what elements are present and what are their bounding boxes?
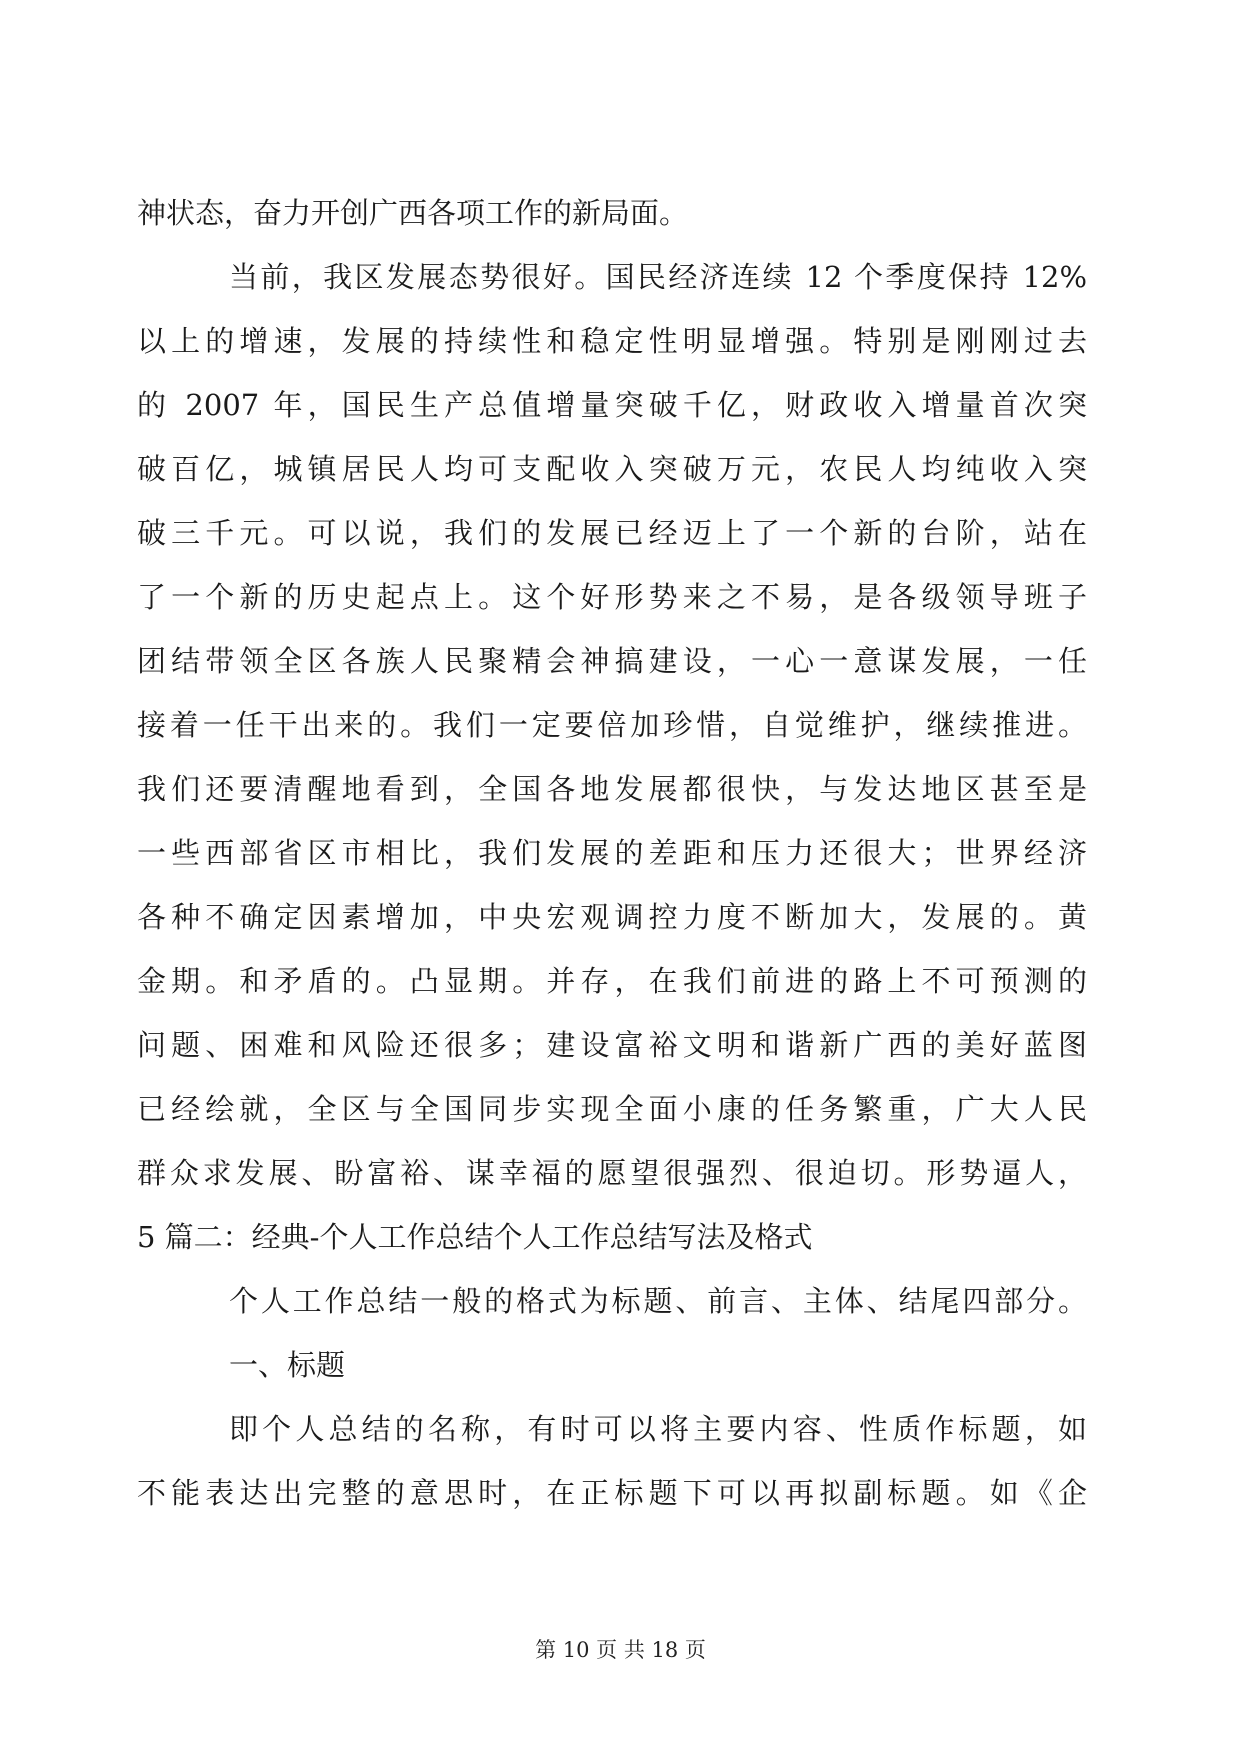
- page-number-footer: 第 10 页 共 18 页: [535, 1638, 706, 1662]
- body-text-line: 问题、困难和风险还很多；建设富裕文明和谐新广西的美好蓝图: [137, 1028, 1087, 1062]
- body-text-line: 已经绘就，全区与全国同步实现全面小康的任务繁重，广大人民: [137, 1092, 1087, 1126]
- body-text-line: 接着一任干出来的。我们一定要倍加珍惜，自觉维护，继续推进。: [137, 708, 1087, 742]
- paragraph-first-line: 即个人总结的名称，有时可以将主要内容、性质作标题，如: [229, 1412, 1087, 1446]
- body-text-line: 以上的增速，发展的持续性和稳定性明显增强。特别是刚刚过去: [137, 324, 1087, 358]
- body-text-line: 破百亿，城镇居民人均可支配收入突破万元，农民人均纯收入突: [137, 452, 1087, 486]
- body-text-line: 各种不确定因素增加，中央宏观调控力度不断加大，发展的。黄: [137, 900, 1087, 934]
- section-heading: 5 篇二：经典-个人工作总结个人工作总结写法及格式: [137, 1220, 813, 1254]
- body-text-line: 神状态，奋力开创广西各项工作的新局面。: [137, 196, 689, 230]
- body-text-line: 不能表达出完整的意思时，在正标题下可以再拟副标题。如《企: [137, 1476, 1087, 1510]
- body-text-line: 的 2007 年，国民生产总值增量突破千亿，财政收入增量首次突: [137, 388, 1087, 422]
- body-text-line: 破三千元。可以说，我们的发展已经迈上了一个新的台阶，站在: [137, 516, 1087, 550]
- paragraph-first-line: 个人工作总结一般的格式为标题、前言、主体、结尾四部分。: [229, 1284, 1087, 1318]
- body-text-line: 了一个新的历史起点上。这个好形势来之不易，是各级领导班子: [137, 580, 1087, 614]
- body-text-line: 金期。和矛盾的。凸显期。并存，在我们前进的路上不可预测的: [137, 964, 1087, 998]
- body-text-line: 我们还要清醒地看到，全国各地发展都很快，与发达地区甚至是: [137, 772, 1087, 806]
- body-text-line: 群众求发展、盼富裕、谋幸福的愿望很强烈、很迫切。形势逼人，: [137, 1156, 1087, 1190]
- body-text-line: 一些西部省区市相比，我们发展的差距和压力还很大；世界经济: [137, 836, 1087, 870]
- subsection-heading: 一、标题: [229, 1348, 346, 1382]
- body-text-line: 团结带领全区各族人民聚精会神搞建设，一心一意谋发展，一任: [137, 644, 1087, 678]
- paragraph-first-line: 当前，我区发展态势很好。国民经济连续 12 个季度保持 12%: [229, 260, 1087, 294]
